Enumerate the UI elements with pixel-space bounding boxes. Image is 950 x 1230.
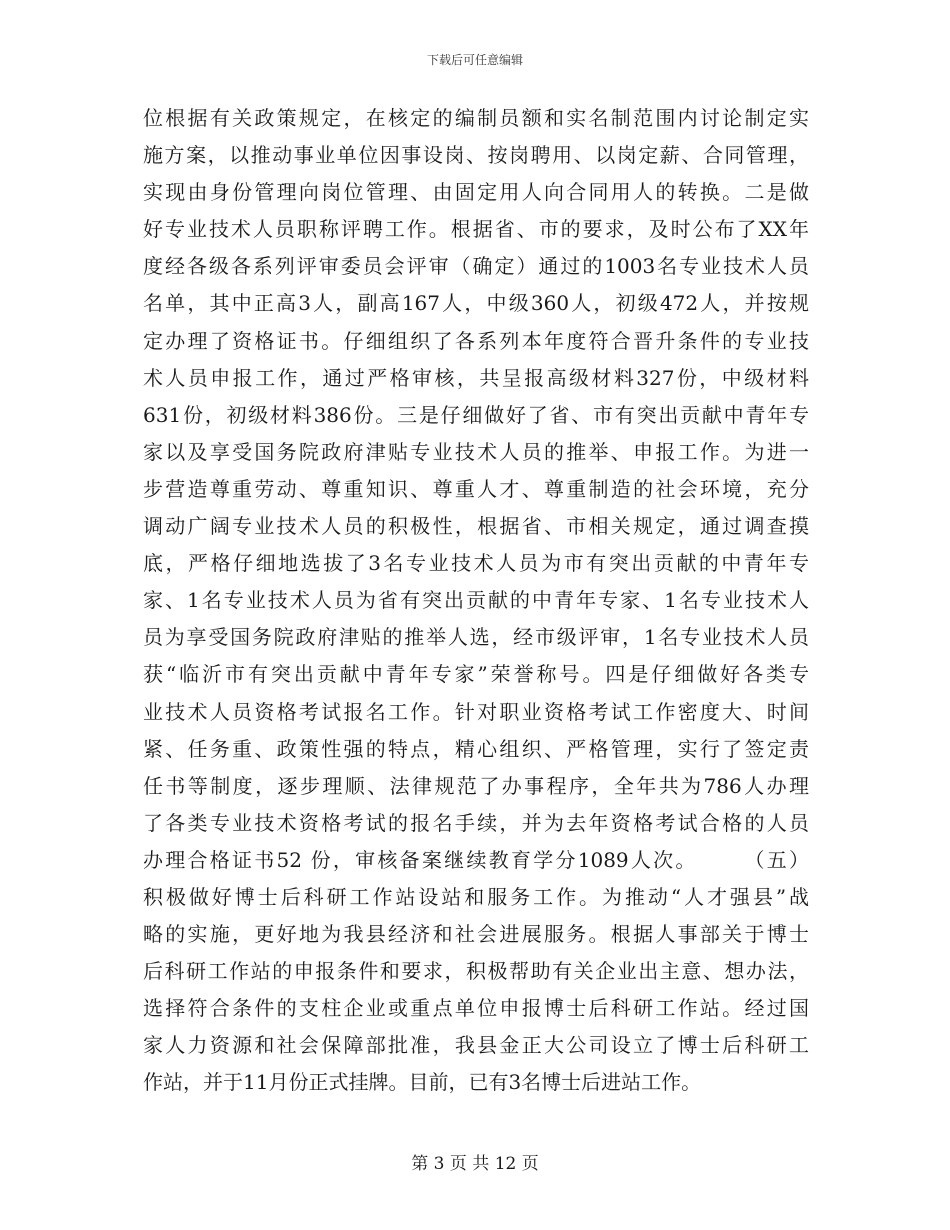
text-line: 位根据有关政策规定，在核定的编制员额和实名制范围内讨论制定实	[143, 106, 809, 130]
text-line: 631份，初级材料386份。三是仔细做好了省、市有突出贡献中青年专	[143, 402, 809, 427]
text-line: 底，严格仔细地选拔了3名专业技术人员为市有突出贡献的中青年专	[143, 551, 809, 576]
text-line: 调动广阔专业技术人员的积极性，根据省、市相关规定，通过调查摸	[143, 514, 809, 539]
page-header: 下载后可任意编辑	[426, 53, 523, 67]
text-line: 了各类专业技术资格考试的报名手续，并为去年资格考试合格的人员	[143, 810, 809, 835]
text-line: 紧、任务重、政策性强的特点，精心组织、严格管理，实行了签定责	[143, 736, 809, 761]
text-line: 度经各级各系列评审委员会评审（确定）通过的1003名专业技术人员	[143, 254, 809, 279]
text-line: 后科研工作站的申报条件和要求，积极帮助有关企业出主意、想办法，	[143, 959, 809, 984]
text-line: 略的实施，更好地为我县经济和社会进展服务。根据人事部关于博士	[143, 922, 809, 947]
page-number-footer: 第 3 页 共 12 页	[411, 1154, 539, 1174]
document-body	[143, 100, 809, 1102]
text-line: 施方案，以推动事业单位因事设岗、按岗聘用、以岗定薪、合同管理，	[143, 143, 809, 168]
text-line: 步营造尊重劳动、尊重知识、尊重人才、尊重制造的社会环境，充分	[143, 476, 809, 501]
text-line: 定办理了资格证书。仔细组织了各系列本年度符合晋升条件的专业技	[143, 328, 809, 353]
text-line: 任书等制度，逐步理顺、法律规范了办事程序，全年共为786人办理	[143, 773, 809, 798]
text-line: 好专业技术人员职称评聘工作。根据省、市的要求，及时公布了XX年	[143, 217, 809, 242]
text-line: 员为享受国务院政府津贴的推举人选，经市级评审，1名专业技术人员	[143, 625, 809, 650]
text-line: 名单，其中正高3人，副高167人，中级360人，初级472人，并按规	[143, 291, 809, 316]
text-line: 业技术人员资格考试报名工作。针对职业资格考试工作密度大、时间	[143, 699, 809, 724]
text-line: 家、1名专业技术人员为省有突出贡献的中青年专家、1名专业技术人	[143, 588, 809, 613]
text-line: 家以及享受国务院政府津贴专业技术人员的推举、申报工作。为进一	[143, 439, 809, 464]
text-line: 术人员申报工作，通过严格审核，共呈报高级材料327份，中级材料	[143, 365, 809, 390]
text-line: 办理合格证书52 份，审核备案继续教育学分1089人次。 （五）	[143, 847, 809, 872]
text-line: 获“临沂市有突出贡献中青年专家”荣誉称号。四是仔细做好各类专	[143, 662, 809, 687]
text-line: 选择符合条件的支柱企业或重点单位申报博士后科研工作站。经过国	[143, 996, 809, 1021]
text-line: 实现由身份管理向岗位管理、由固定用人向合同用人的转换。二是做	[143, 180, 809, 205]
text-line: 作站，并于11月份正式挂牌。目前，已有3名博士后进站工作。	[143, 1070, 702, 1095]
text-line: 家人力资源和社会保障部批准，我县金正大公司设立了博士后科研工	[143, 1033, 809, 1058]
text-line: 积极做好博士后科研工作站设站和服务工作。为推动“人才强县”战	[143, 884, 809, 909]
